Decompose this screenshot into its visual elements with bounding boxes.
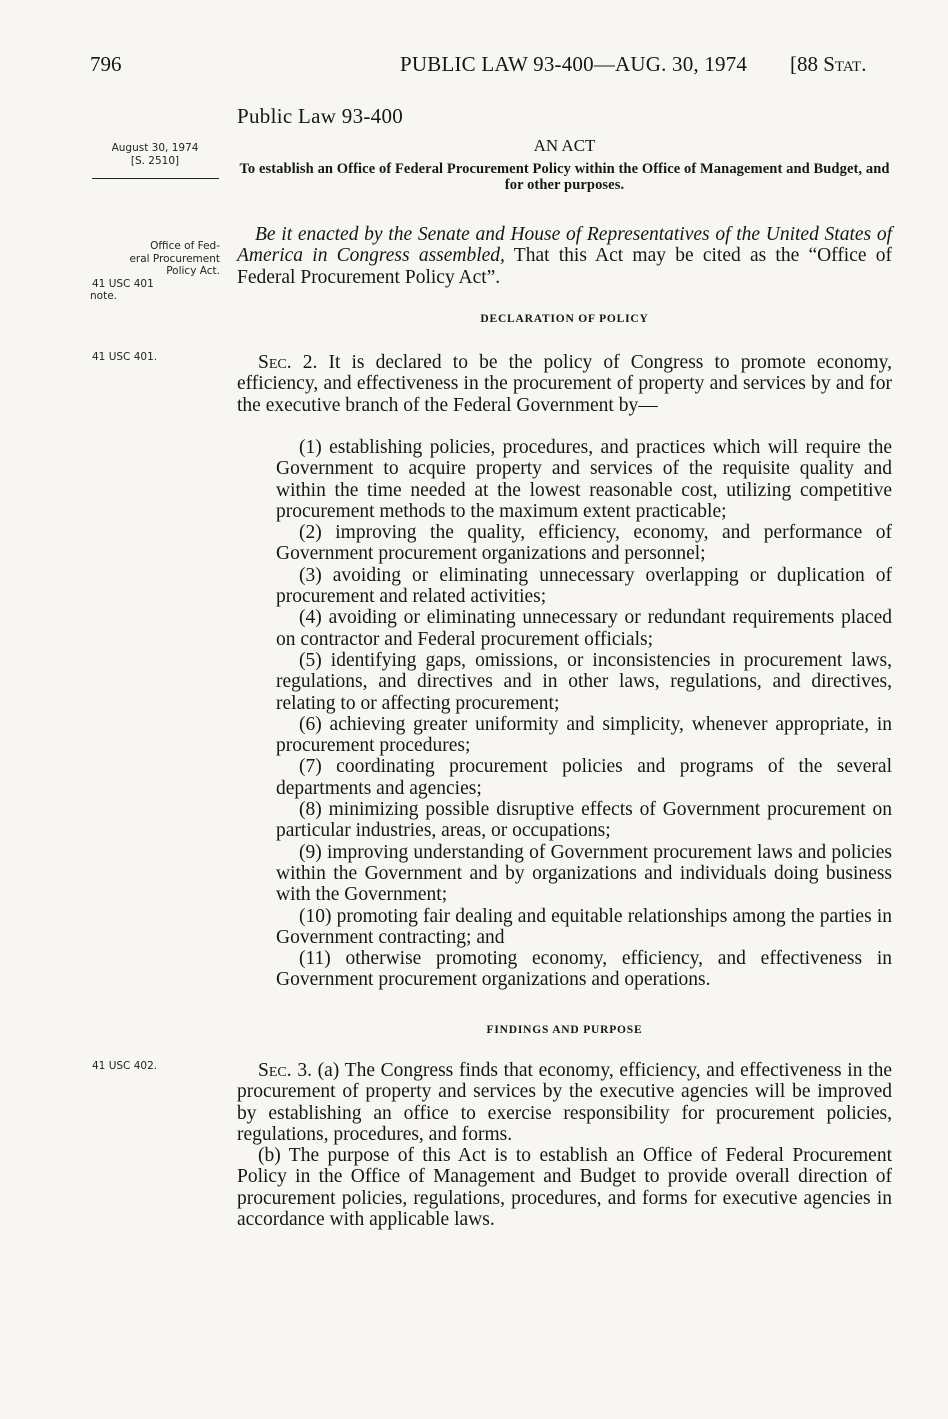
enacting-formula: Be it enacted by the Senate and House of Representatives of the United States of America in Congress assembled,	[237, 224, 892, 267]
list-item: (5) identifying gaps, omissions, or inconsistencies in procurement laws, regulations, and directives and in other laws, regulations, and directives, relating to or affecting procurement;	[276, 649, 892, 714]
margin-note-line: eral Procurement	[129, 252, 220, 265]
short-title-text: That this Act may be cited as the “Office of Federal Procurement Policy Act”.	[237, 245, 892, 288]
page-number: 796	[90, 52, 122, 76]
law-title: Public Law 93-400	[237, 104, 404, 128]
section-heading-findings: FINDINGS AND PURPOSE	[486, 1024, 643, 1036]
list-item: (10) promoting fair dealing and equitable relationships among the parties in Government contracting; and	[276, 905, 892, 948]
running-title: PUBLIC LAW 93-400—AUG. 30, 1974	[400, 52, 748, 76]
section-heading-declaration: DECLARATION OF POLICY	[480, 313, 649, 325]
margin-usc-402: 41 USC 402.	[92, 1060, 158, 1072]
margin-note-line: Office of Fed-	[150, 240, 220, 252]
enacting-clause	[237, 224, 892, 288]
subsection-a-text: (a) The Congress finds that economy, efficiency, and effectiveness in the procurement of property and services by the executive agencies will be improved by establishing an office to exercise responsibility for procurement policies, regulations, procedures, and forms.	[237, 1060, 892, 1145]
section-2-text: It is declared to be the policy of Congress to promote economy, efficiency, and effectiveness in the procurement of property and services by and for the executive branch of the Federal Government by—	[237, 352, 892, 416]
running-head	[0, 52, 948, 82]
policy-list	[276, 437, 892, 991]
list-item: (11) otherwise promoting economy, efficiency, and effectiveness in Government procurement organizations and operations.	[276, 948, 892, 991]
section-3-subsection-b: (b) The purpose of this Act is to establish an Office of Federal Procurement Policy in the Office of Management and Budget to provide overall direction of procurement policies, regulations, procedures, and forms for executive agencies in accordance with applicable laws.	[237, 1145, 892, 1231]
list-item: (7) coordinating procurement policies and programs of the several departments and agencies;	[276, 756, 892, 799]
margin-date-note	[90, 142, 220, 167]
bill-number: [S. 2510]	[130, 154, 180, 167]
enactment-date: August 30, 1974	[111, 142, 199, 154]
act-purpose: To establish an Office of Federal Procurement Policy within the Office of Management and Budget, and for other purposes.	[239, 161, 890, 193]
list-item: (6) achieving greater uniformity and simplicity, whenever appropriate, in procurement procedures;	[276, 713, 892, 757]
list-item: (8) minimizing possible disruptive effects of Government procurement on particular industries, areas, or occupations;	[276, 799, 892, 842]
section-3-body	[237, 1060, 892, 1230]
list-item: (4) avoiding or eliminating unnecessary or redundant requirements placed on contractor and Federal procurement officials;	[276, 607, 892, 650]
section-label: Sec. 2.	[258, 352, 318, 373]
margin-short-title-note	[90, 240, 220, 303]
section-2-intro	[237, 352, 892, 416]
list-item: (2) improving the quality, efficiency, economy, and performance of Government procurement organizations and personnel;	[276, 522, 892, 565]
statute-volume: [88	[790, 52, 824, 76]
list-item: (1) establishing policies, procedures, and practices which will require the Government to acquire property and services of the requisite quality and within the time needed at the lowest reasonable cost, utilizing competitive procurement methods to the maximum extent practicable;	[276, 437, 892, 522]
statute-label: Stat.	[823, 52, 867, 76]
statute-reference	[790, 52, 866, 77]
margin-note-line: 41 USC 401	[92, 277, 154, 290]
margin-divider	[92, 178, 219, 179]
section-label: Sec. 3.	[258, 1060, 312, 1081]
margin-usc-401: 41 USC 401.	[92, 351, 158, 363]
list-item: (3) avoiding or eliminating unnecessary overlapping or duplication of procurement and related activities;	[276, 564, 892, 608]
margin-note-line: Policy Act.	[166, 265, 220, 277]
an-act-heading: AN ACT	[533, 136, 596, 155]
section-3-subsection-a	[237, 1060, 892, 1145]
margin-note-line: note.	[90, 290, 117, 302]
list-item: (9) improving understanding of Government procurement laws and policies within the Government and by organizations and individuals doing business with the Government;	[276, 841, 892, 906]
